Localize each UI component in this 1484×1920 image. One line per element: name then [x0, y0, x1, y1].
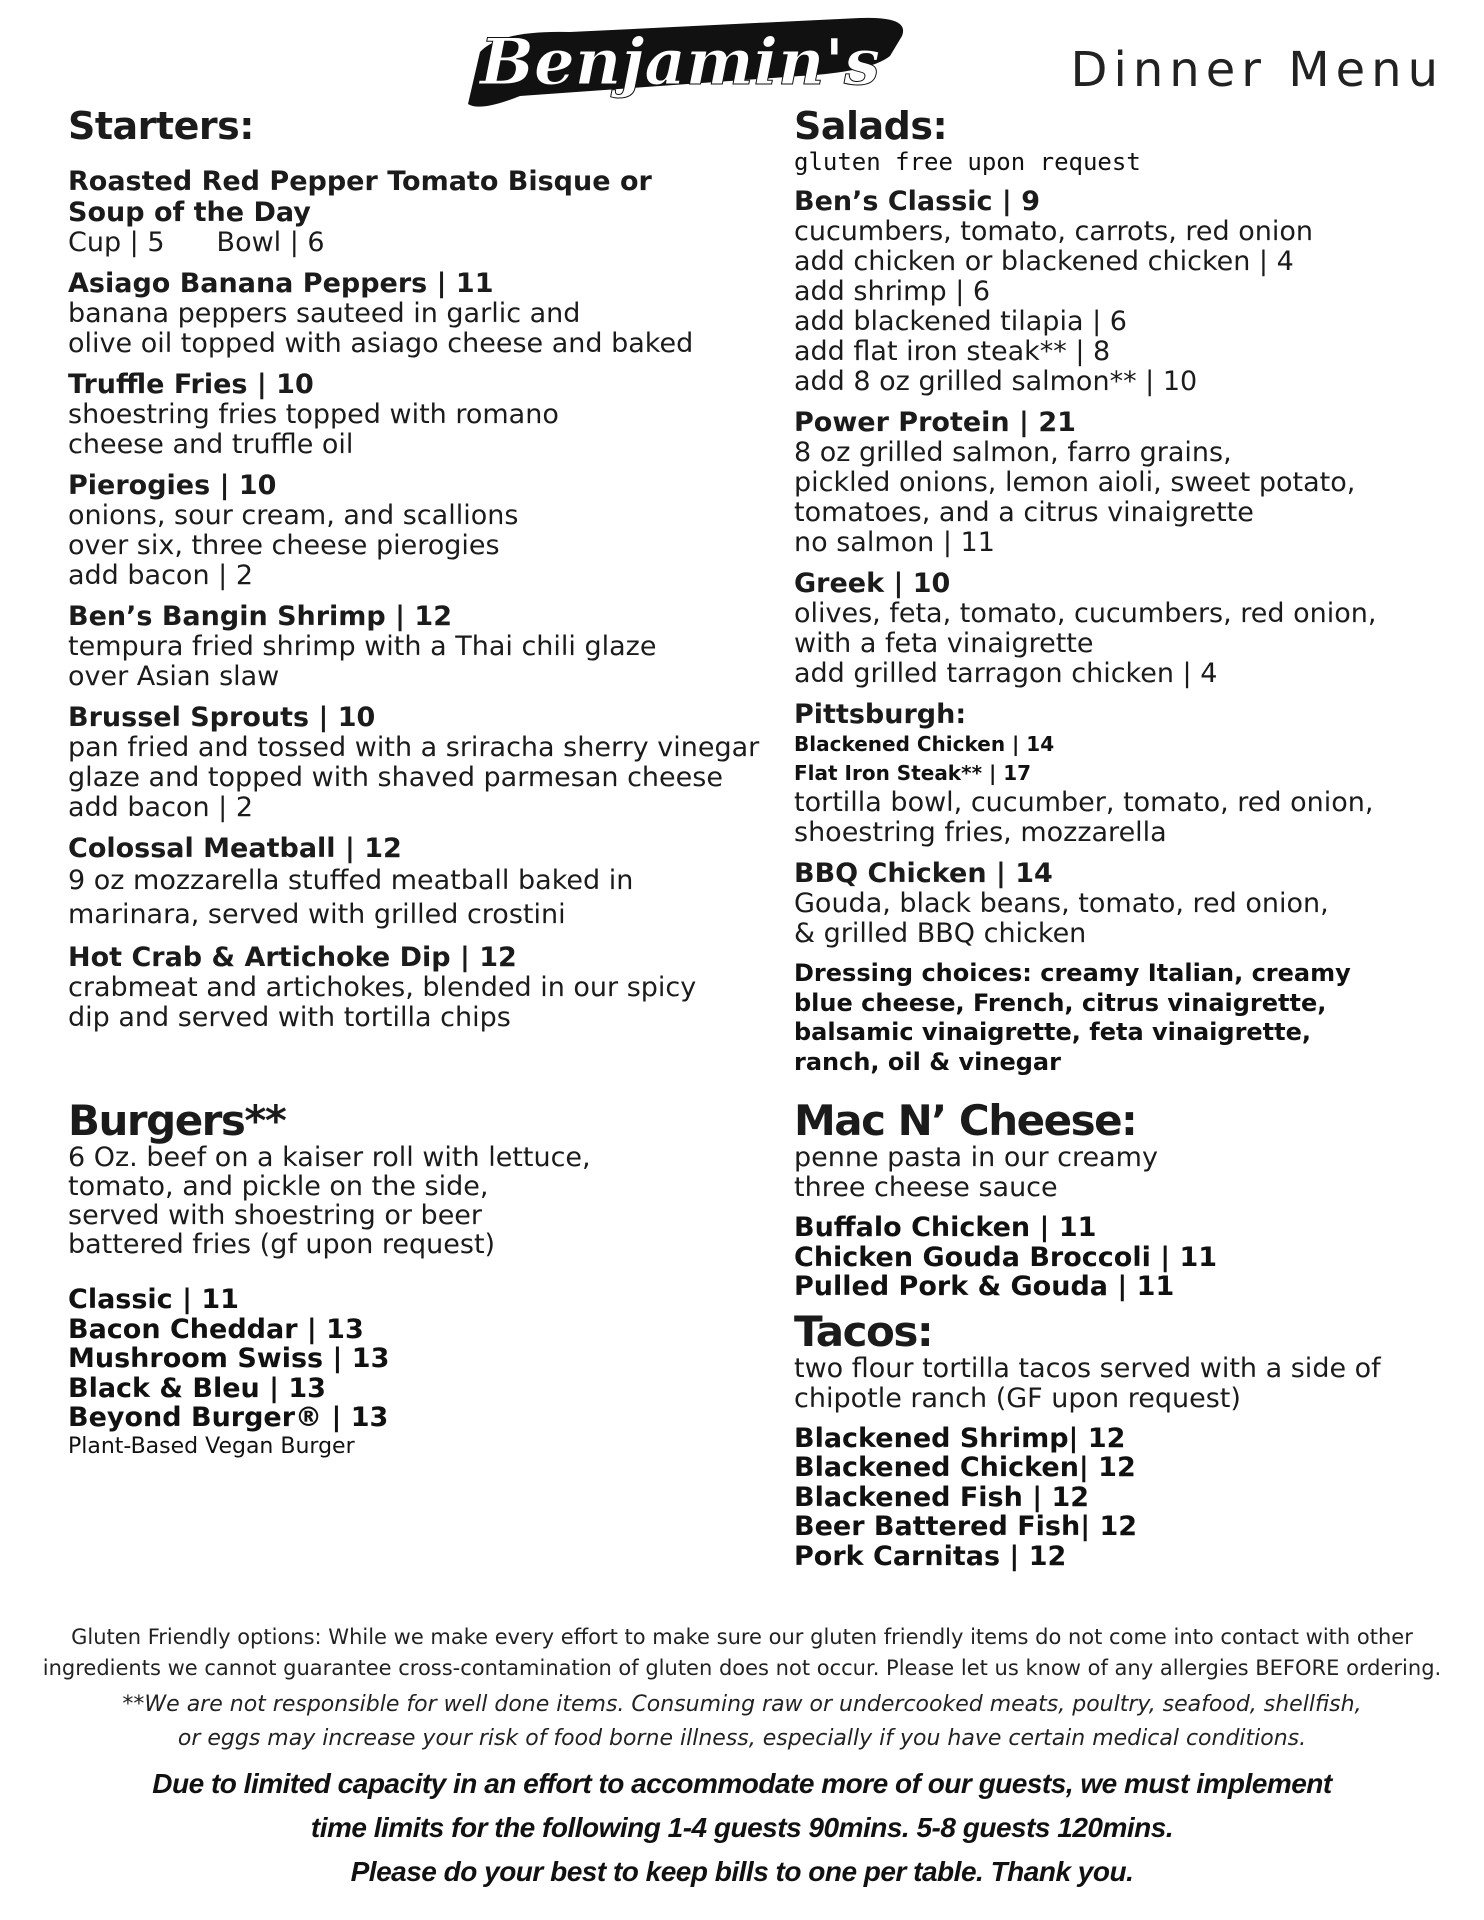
mac-item: Buffalo Chicken | 11: [794, 1212, 1097, 1243]
item-addon: add grilled tarragon chicken | 4: [794, 658, 1218, 689]
item-addon: add bacon | 2: [68, 792, 254, 823]
taco-item: Blackened Fish | 12: [794, 1481, 1090, 1513]
item-addon: add flat iron steak** | 8: [794, 336, 1111, 367]
item-name: Hot Crab & Artichoke Dip | 12: [68, 942, 517, 973]
warning-line: **We are not responsible for well done items. Consuming raw or undercooked meats, poultry, seafood, shellfish,: [122, 1692, 1362, 1717]
item-desc: 8 oz grilled salmon, farro grains,: [794, 437, 1232, 468]
menu-title: Dinner Menu: [1070, 42, 1444, 98]
item-desc: olives, feta, tomato, cucumbers, red onion,: [794, 598, 1377, 629]
item-desc: banana peppers sauteed in garlic and: [68, 298, 581, 329]
item-desc: shoestring fries, mozzarella: [794, 817, 1167, 848]
starter-item: [68, 702, 768, 823]
burgers-desc: tomato, and pickle on the side,: [68, 1171, 489, 1202]
item-name: Pittsburgh:: [794, 699, 967, 730]
item-desc: shoestring fries topped with romano: [68, 399, 559, 430]
dressing-line: blue cheese, French, citrus vinaigrette,: [794, 988, 1327, 1017]
gluten-notice: [0, 1622, 1484, 1684]
starter-item: [68, 369, 768, 460]
capacity-notice: [0, 1762, 1484, 1894]
dressing-line: ranch, oil & vinegar: [794, 1047, 1061, 1076]
burgers-desc: battered fries (gf upon request): [68, 1229, 496, 1260]
salad-item: [794, 568, 1454, 689]
mac-desc: penne pasta in our creamy: [794, 1142, 1158, 1173]
burger-item: Black & Bleu | 13: [68, 1372, 326, 1404]
taco-item: Blackened Shrimp| 12: [794, 1422, 1126, 1454]
item-addon: add 8 oz grilled salmon** | 10: [794, 366, 1198, 397]
logo-text: Benjamin's: [479, 25, 881, 100]
item-desc: tempura fried shrimp with a Thai chili glaze: [68, 631, 657, 662]
bowl-price: Bowl | 6: [216, 227, 325, 258]
item-desc: glaze and topped with shaved parmesan cheese: [68, 762, 723, 793]
salad-item: [794, 699, 1454, 848]
burgers-list: [68, 1285, 768, 1433]
item-desc: tortilla bowl, cucumber, tomato, red onion,: [794, 787, 1374, 818]
burgers-desc: served with shoestring or beer: [68, 1200, 483, 1231]
gluten-line: Gluten Friendly options: While we make every effort to make sure our gluten friendly items do not come into contact with other: [71, 1625, 1413, 1649]
capacity-line: Please do your best to keep bills to one per table. Thank you.: [350, 1856, 1134, 1887]
item-desc: Gouda, black beans, tomato, red onion,: [794, 888, 1329, 919]
burger-item: Classic | 11: [68, 1284, 239, 1315]
item-desc: & grilled BBQ chicken: [794, 918, 1087, 949]
salads-heading: Salads:: [794, 104, 948, 148]
salads-subheading: gluten free upon request: [794, 148, 1141, 176]
capacity-line: time limits for the following 1-4 guests 90mins. 5-8 guests 120mins.: [310, 1812, 1174, 1843]
item-desc: pickled onions, lemon aioli, sweet potato,: [794, 467, 1356, 498]
capacity-line: Due to limited capacity in an effort to accommodate more of our guests, we must implement: [152, 1768, 1332, 1799]
item-addon: add blackened tilapia | 6: [794, 306, 1127, 337]
salad-item: [794, 186, 1454, 397]
item-name: Ben’s Classic | 9: [794, 186, 1040, 217]
item-name: Asiago Banana Peppers | 11: [68, 268, 494, 299]
taco-item: Blackened Chicken| 12: [794, 1452, 1136, 1483]
dressing-line: balsamic vinaigrette, feta vinaigrette,: [794, 1018, 1312, 1046]
item-addon: add bacon | 2: [68, 560, 254, 591]
item-desc: cheese and truffle oil: [68, 429, 354, 460]
item-name: Greek | 10: [794, 568, 951, 599]
vegan-note: Plant-Based Vegan Burger: [68, 1433, 355, 1459]
pittsburgh-option: Flat Iron Steak** | 17: [794, 761, 1032, 785]
item-desc: crabmeat and artichokes, blended in our spicy: [68, 972, 697, 1003]
tacos-desc: chipotle ranch (GF upon request): [794, 1382, 1241, 1414]
item-desc: onions, sour cream, and scallions: [68, 500, 519, 531]
burger-item: Beyond Burger® | 13: [68, 1402, 389, 1433]
tacos-desc: two flour tortilla tacos served with a side of: [794, 1352, 1381, 1384]
item-name: Colossal Meatball | 12: [68, 833, 402, 864]
mac-desc: three cheese sauce: [794, 1172, 1058, 1203]
mac-heading: Mac N’ Cheese:: [794, 1096, 1137, 1145]
item-name: Power Protein | 21: [794, 407, 1076, 438]
mac-item: Pulled Pork & Gouda | 11: [794, 1271, 1175, 1302]
taco-item: Pork Carnitas | 12: [794, 1540, 1067, 1572]
starters-heading: Starters:: [68, 104, 254, 148]
item-desc: marinara, served with grilled crostini: [68, 899, 566, 930]
item-addon: add shrimp | 6: [794, 276, 991, 307]
item-addon: no salmon | 11: [794, 527, 995, 558]
pittsburgh-option: Blackened Chicken | 14: [794, 732, 1055, 756]
burger-item: Mushroom Swiss | 13: [68, 1343, 390, 1374]
burger-item: Bacon Cheddar | 13: [68, 1313, 364, 1345]
item-name: BBQ Chicken | 14: [794, 858, 1053, 889]
tacos-list: [794, 1424, 1454, 1572]
item-desc: with a feta vinaigrette: [794, 628, 1094, 659]
burgers-heading: Burgers**: [68, 1096, 286, 1145]
starter-item: [68, 470, 768, 591]
item-name: Roasted Red Pepper Tomato Bisque or: [68, 166, 652, 197]
item-name: Ben’s Bangin Shrimp | 12: [68, 601, 452, 632]
salad-item: [794, 407, 1454, 558]
dressing-choices: [794, 959, 1454, 1077]
cup-price: Cup | 5: [68, 227, 165, 258]
item-desc: cucumbers, tomato, carrots, red onion: [794, 216, 1313, 247]
warning-line: or eggs may increase your risk of food borne illness, especially if you have certain medical conditions.: [177, 1726, 1307, 1751]
cup-bowl-prices: [68, 228, 768, 258]
item-name: Pierogies | 10: [68, 470, 277, 501]
burgers-desc: 6 Oz. beef on a kaiser roll with lettuce,: [68, 1142, 591, 1173]
item-desc: tomatoes, and a citrus vinaigrette: [794, 497, 1254, 528]
item-addon: add chicken or blackened chicken | 4: [794, 246, 1294, 277]
item-desc: 9 oz mozzarella stuffed meatball baked in: [68, 865, 634, 896]
item-desc: pan fried and tossed with a sriracha sherry vinegar: [68, 732, 760, 763]
taco-item: Beer Battered Fish| 12: [794, 1511, 1138, 1542]
item-name: Soup of the Day: [68, 197, 311, 228]
item-desc: olive oil topped with asiago cheese and baked: [68, 328, 694, 359]
starter-item: [68, 942, 768, 1033]
tacos-heading: Tacos:: [794, 1306, 933, 1356]
item-desc: over Asian slaw: [68, 661, 280, 692]
item-desc: dip and served with tortilla chips: [68, 1002, 511, 1033]
dressing-line: Dressing choices: creamy Italian, creamy: [794, 959, 1351, 987]
mac-list: [794, 1213, 1454, 1302]
food-safety-warning: [0, 1688, 1484, 1756]
item-desc: over six, three cheese pierogies: [68, 530, 500, 561]
item-name: Brussel Sprouts | 10: [68, 702, 376, 733]
item-name: Truffle Fries | 10: [68, 369, 314, 400]
starter-item: [68, 166, 768, 258]
gluten-line: ingredients we cannot guarantee cross-contamination of gluten does not occur. Please let us know of any allergies BEFORE ordering.: [42, 1656, 1442, 1680]
mac-item: Chicken Gouda Broccoli | 11: [794, 1241, 1218, 1273]
starter-item: [68, 601, 768, 692]
starter-item: [68, 268, 768, 359]
left-column: [68, 104, 768, 1461]
salad-item: [794, 858, 1454, 949]
starter-item: [68, 833, 768, 932]
right-column: [794, 104, 1454, 1571]
